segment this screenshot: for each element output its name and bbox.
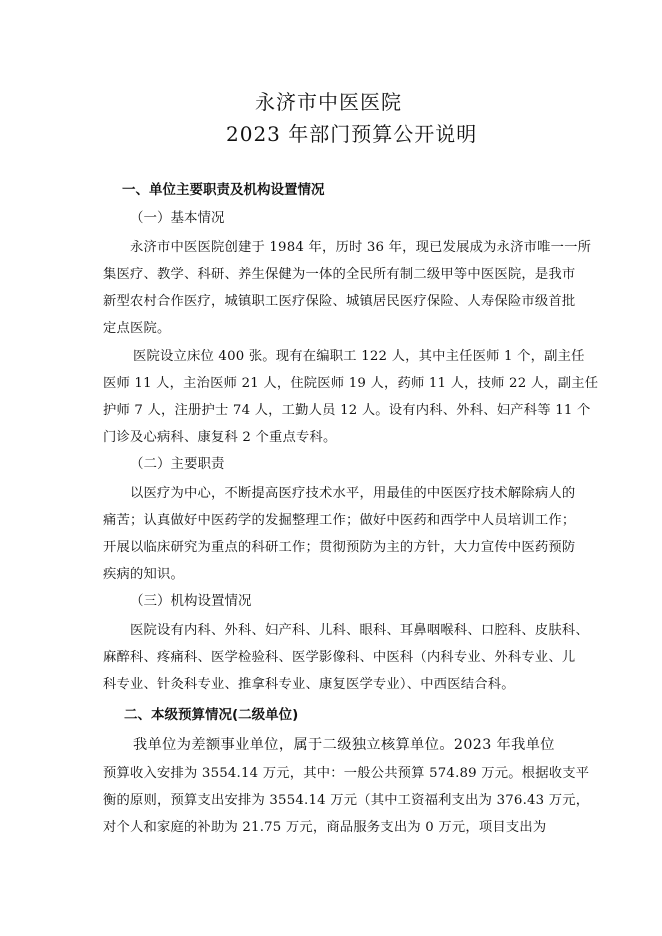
paragraph-line: 疾病的知识。 xyxy=(103,567,184,582)
paragraph-line: 衡的原则，预算支出安排为 3554.14 万元（其中工资福利支出为 376.43 万元， xyxy=(103,793,590,808)
section-heading-1: 一、单位主要职责及机构设置情况 xyxy=(122,182,325,198)
document-title: 永济市中医医院 xyxy=(255,90,402,114)
paragraph-line: 门诊及心病科、康复科 2 个重点专科。 xyxy=(103,430,337,445)
paragraph-line: 科专业、针灸科专业、推拿科专业、康复医学专业）、中西医结合科。 xyxy=(103,677,515,692)
paragraph-line: 集医疗、教学、科研、养生保健为一体的全民所有制二级甲等中医医院，是我市 xyxy=(103,267,576,282)
paragraph-line: 痛苦；认真做好中医药学的发掘整理工作；做好中医药和西学中人员培训工作； xyxy=(103,513,576,528)
paragraph-line: 我单位为差额事业单位，属于二级独立核算单位。2023 年我单位 xyxy=(133,737,555,753)
paragraph-line: 新型农村合作医疗，城镇职工医疗保险、城镇居民医疗保险、人寿保险市级首批 xyxy=(103,294,576,309)
paragraph-line: 定点医院。 xyxy=(103,321,171,336)
section-heading-2: 二、本级预算情况(二级单位) xyxy=(124,707,299,723)
paragraph-line: 开展以临床研究为重点的科研工作；贯彻预防为主的方针，大力宣传中医药预防 xyxy=(103,540,576,555)
document-subtitle: 2023 年部门预算公开说明 xyxy=(226,122,478,146)
subsection-heading-organization: （三）机构设置情况 xyxy=(130,593,252,609)
paragraph-line: 对个人和家庭的补助为 21.75 万元，商品服务支出为 0 万元，项目支出为 xyxy=(103,820,547,835)
paragraph-line: 永济市中医医院创建于 1984 年，历时 36 年，现已发展成为永济市唯一一所 xyxy=(130,240,592,255)
paragraph-line: 医院设立床位 400 张。现有在编职工 122 人，其中主任医师 1 个，副主任 xyxy=(133,349,585,364)
paragraph-line: 医师 11 人，主治医师 21 人，住院医师 19 人，药师 11 人，技师 22 人，副主任 xyxy=(103,376,599,391)
subsection-heading-basic: （一）基本情况 xyxy=(130,210,225,226)
subsection-heading-duties: （二）主要职责 xyxy=(130,456,225,472)
paragraph-line: 医院设有内科、外科、妇产科、儿科、眼科、耳鼻咽喉科、口腔科、皮肤科、 xyxy=(130,623,589,638)
paragraph-line: 预算收入安排为 3554.14 万元，其中：一般公共预算 574.89 万元。根据收支平 xyxy=(103,766,590,781)
paragraph-line: 护师 7 人，注册护士 74 人，工勤人员 12 人。设有内科、外科、妇产科等 11 个 xyxy=(103,403,591,418)
paragraph-line: 麻醉科、疼痛科、医学检验科、医学影像科、中医科（内科专业、外科专业、儿 xyxy=(103,650,576,665)
paragraph-line: 以医疗为中心，不断提高医疗技术水平，用最佳的中医医疗技术解除病人的 xyxy=(130,486,576,501)
